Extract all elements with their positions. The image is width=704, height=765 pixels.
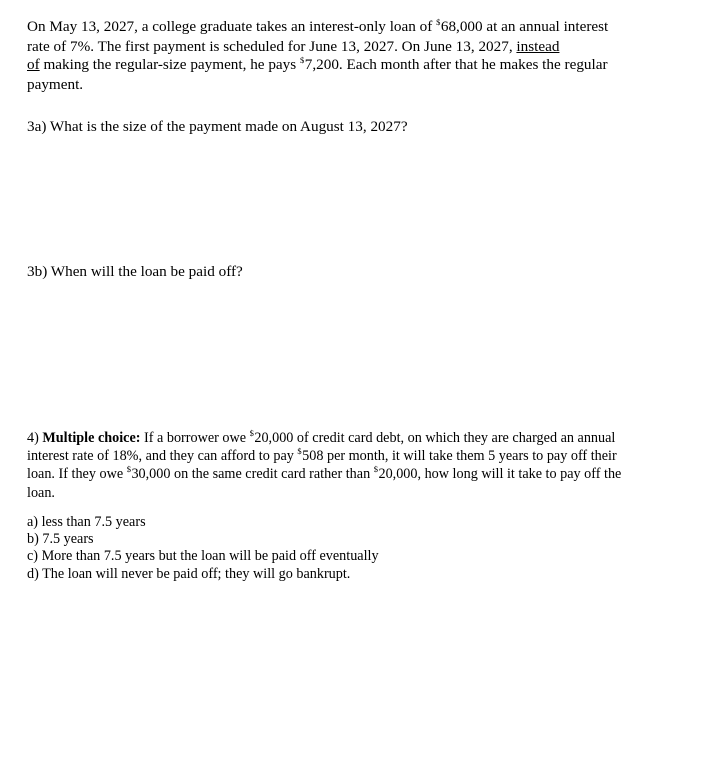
problem-4 [27,430,621,502]
dollar-sign: $ [249,428,254,438]
problem-4-line-2: interest rate of 18%, and they can afford to pay $508 per month, it will take them 5 years to pay off their [27,446,617,465]
option-d: d) The loan will never be paid off; they will go bankrupt. [27,565,351,582]
document-page [27,17,667,582]
emphasis-instead: instead [516,37,560,55]
question-3a: 3a) What is the size of the payment made on August 13, 2027? [27,118,408,135]
option-b: b) 7.5 years [27,531,94,548]
dollar-sign: $ [126,464,131,475]
multiple-choice-heading: Multiple choice: [42,430,141,446]
dollar-sign: $ [299,55,305,65]
problem-4-line-3: loan. If they owe $30,000 on the same credit card rather than $20,000, how long will it take to pay off the [27,464,622,483]
dollar-sign: $ [373,464,378,475]
emphasis-of: of [27,56,40,73]
intro-line-2: rate of 7%. The first payment is scheduled for June 13, 2027. On June 13, 2027, instead [27,37,560,55]
problem-4-line-4: loan. [27,484,55,501]
intro-line-3: of making the regular-size payment, he pays $7,200. Each month after that he makes the regular [27,55,608,73]
problem-3-intro [27,18,667,94]
intro-line-4: payment. [27,75,84,93]
question-3b: 3b) When will the loan be paid off? [27,263,243,280]
option-a: a) less than 7.5 years [27,514,146,530]
dollar-sign: $ [436,17,441,27]
problem-4-line-1: 4) Multiple choice: If a borrower owe $20,000 of credit card debt, on which they are charged an annual [27,428,616,446]
intro-line-1: On May 13, 2027, a college graduate takes an interest-only loan of $68,000 at an annual interest [27,17,609,35]
answer-options [27,514,379,583]
option-c: c) More than 7.5 years but the loan will be paid off eventually [27,548,379,565]
dollar-sign: $ [297,446,302,457]
